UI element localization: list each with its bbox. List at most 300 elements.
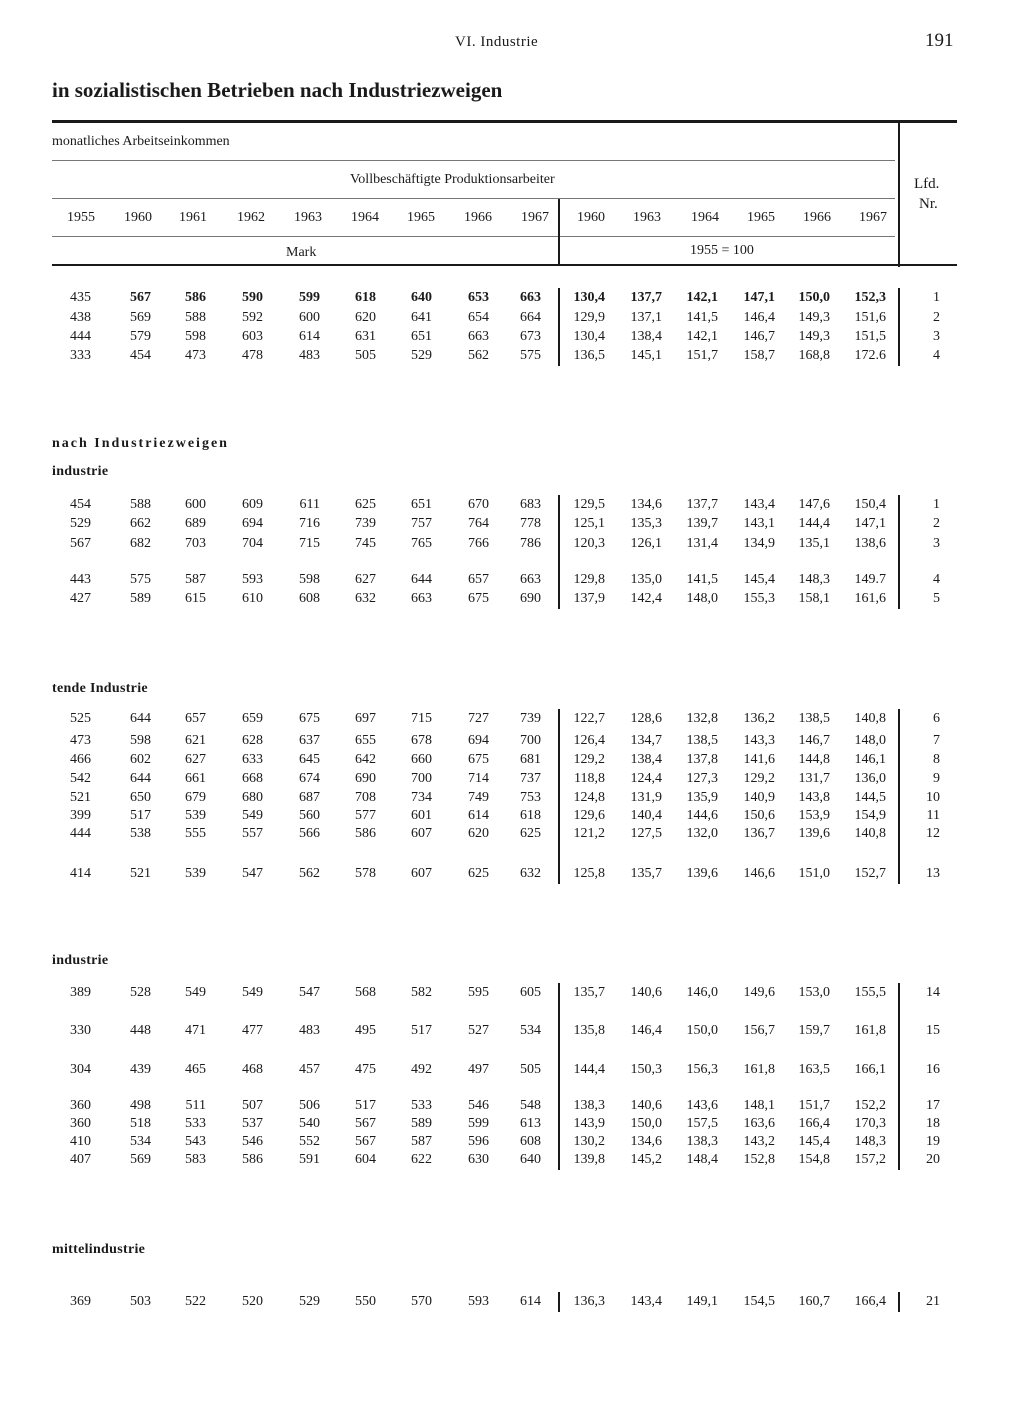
- sub-label: Vollbeschäftigte Produktionsarbeiter: [350, 172, 555, 187]
- table-cell: 140,4: [630, 808, 662, 823]
- table-cell: 660: [411, 752, 432, 767]
- table-cell: 147,1: [743, 290, 775, 305]
- table-cell: 618: [520, 808, 541, 823]
- table-cell: 641: [411, 310, 432, 325]
- mark-index-divider: [558, 199, 560, 264]
- table-cell: 146,4: [630, 1023, 662, 1038]
- table-cell: 407: [70, 1152, 91, 1167]
- table-cell: 645: [299, 752, 320, 767]
- table-cell: 637: [299, 733, 320, 748]
- table-cell: 657: [468, 572, 489, 587]
- table-cell: 150,3: [630, 1062, 662, 1077]
- row-number: 17: [926, 1098, 940, 1113]
- table-cell: 560: [299, 808, 320, 823]
- table-cell: 157,2: [854, 1152, 886, 1167]
- table-cell: 475: [355, 1062, 376, 1077]
- table-cell: 596: [468, 1134, 489, 1149]
- table-cell: 154,5: [743, 1294, 775, 1309]
- table-cell: 129,2: [573, 752, 605, 767]
- table-cell: 333: [70, 348, 91, 363]
- table-cell: 130,4: [573, 329, 605, 344]
- table-cell: 539: [185, 808, 206, 823]
- table-cell: 540: [299, 1116, 320, 1131]
- table-cell: 589: [411, 1116, 432, 1131]
- table-cell: 159,7: [798, 1023, 830, 1038]
- lfd-label: Lfd.: [914, 176, 940, 192]
- table-cell: 681: [520, 752, 541, 767]
- row-number: 12: [926, 826, 940, 841]
- table-cell: 602: [130, 752, 151, 767]
- table-cell: 140,8: [854, 826, 886, 841]
- table-cell: 466: [70, 752, 91, 767]
- table-cell: 477: [242, 1023, 263, 1038]
- table-cell: 471: [185, 1023, 206, 1038]
- table-cell: 439: [130, 1062, 151, 1077]
- table-cell: 668: [242, 771, 263, 786]
- table-cell: 670: [468, 497, 489, 512]
- table-cell: 739: [355, 516, 376, 531]
- year-header: 1960: [124, 210, 152, 225]
- table-cell: 663: [468, 329, 489, 344]
- table-cell: 611: [299, 497, 320, 512]
- table-cell: 144,4: [573, 1062, 605, 1077]
- table-cell: 697: [355, 711, 376, 726]
- table-cell: 360: [70, 1098, 91, 1113]
- table-cell: 149,3: [798, 310, 830, 325]
- table-cell: 149,3: [798, 329, 830, 344]
- table-cell: 555: [185, 826, 206, 841]
- table-cell: 608: [299, 591, 320, 606]
- table-cell: 766: [468, 536, 489, 551]
- year-header: 1962: [237, 210, 265, 225]
- table-cell: 137,7: [686, 497, 718, 512]
- table-cell: 601: [411, 808, 432, 823]
- table-cell: 136,7: [743, 826, 775, 841]
- table-cell: 764: [468, 516, 489, 531]
- table-cell: 163,5: [798, 1062, 830, 1077]
- table-cell: 745: [355, 536, 376, 551]
- table-cell: 640: [411, 290, 432, 305]
- table-cell: 739: [520, 711, 541, 726]
- table-cell: 141,5: [686, 572, 718, 587]
- table-cell: 690: [520, 591, 541, 606]
- table-cell: 369: [70, 1294, 91, 1309]
- table-cell: 603: [242, 329, 263, 344]
- table-cell: 579: [130, 329, 151, 344]
- table-cell: 642: [355, 752, 376, 767]
- table-cell: 546: [242, 1134, 263, 1149]
- table-cell: 582: [411, 985, 432, 1000]
- table-cell: 674: [299, 771, 320, 786]
- table-cell: 609: [242, 497, 263, 512]
- table-cell: 644: [130, 711, 151, 726]
- table-cell: 708: [355, 790, 376, 805]
- table-cell: 170,3: [854, 1116, 886, 1131]
- table-cell: 131,4: [686, 536, 718, 551]
- table-cell: 146,7: [743, 329, 775, 344]
- table-cell: 632: [355, 591, 376, 606]
- table-cell: 507: [242, 1098, 263, 1113]
- table-cell: 650: [130, 790, 151, 805]
- table-cell: 542: [70, 771, 91, 786]
- table-cell: 593: [468, 1294, 489, 1309]
- table-cell: 129,8: [573, 572, 605, 587]
- table-cell: 135,3: [630, 516, 662, 531]
- section-heading: nach Industriezweigen: [52, 436, 229, 451]
- mark-index-separator: [558, 1292, 560, 1312]
- table-cell: 663: [411, 591, 432, 606]
- table-cell: 575: [520, 348, 541, 363]
- table-cell: 146,4: [743, 310, 775, 325]
- table-cell: 651: [411, 329, 432, 344]
- table-cell: 700: [520, 733, 541, 748]
- table-cell: 443: [70, 572, 91, 587]
- table-cell: 631: [355, 329, 376, 344]
- table-cell: 136,3: [573, 1294, 605, 1309]
- table-cell: 143,4: [743, 497, 775, 512]
- table-cell: 552: [299, 1134, 320, 1149]
- table-cell: 483: [299, 1023, 320, 1038]
- table-cell: 145,1: [630, 348, 662, 363]
- table-cell: 689: [185, 516, 206, 531]
- table-cell: 615: [185, 591, 206, 606]
- table-cell: 715: [299, 536, 320, 551]
- table-cell: 147,6: [798, 497, 830, 512]
- table-cell: 137,1: [630, 310, 662, 325]
- running-head: VI. Industrie: [455, 34, 539, 50]
- table-cell: 151,0: [798, 866, 830, 881]
- table-cell: 131,9: [630, 790, 662, 805]
- table-cell: 118,8: [574, 771, 605, 786]
- row-number: 15: [926, 1023, 940, 1038]
- table-cell: 152,8: [743, 1152, 775, 1167]
- row-number: 19: [926, 1134, 940, 1149]
- table-cell: 600: [299, 310, 320, 325]
- table-cell: 150,0: [798, 290, 830, 305]
- table-cell: 146,0: [686, 985, 718, 1000]
- table-cell: 562: [299, 866, 320, 881]
- years-top-rule: [52, 198, 895, 199]
- table-cell: 149,6: [743, 985, 775, 1000]
- table-cell: 135,1: [798, 536, 830, 551]
- table-cell: 129,6: [573, 808, 605, 823]
- table-cell: 644: [130, 771, 151, 786]
- table-cell: 140,9: [743, 790, 775, 805]
- table-cell: 163,6: [743, 1116, 775, 1131]
- table-cell: 586: [355, 826, 376, 841]
- table-cell: 786: [520, 536, 541, 551]
- table-cell: 547: [299, 985, 320, 1000]
- table-cell: 150,0: [630, 1116, 662, 1131]
- table-cell: 704: [242, 536, 263, 551]
- row-number: 18: [926, 1116, 940, 1131]
- table-cell: 473: [185, 348, 206, 363]
- table-cell: 586: [242, 1152, 263, 1167]
- table-cell: 548: [520, 1098, 541, 1113]
- table-cell: 630: [468, 1152, 489, 1167]
- table-cell: 142,4: [630, 591, 662, 606]
- table-cell: 138,4: [630, 752, 662, 767]
- row-number: 10: [926, 790, 940, 805]
- table-cell: 360: [70, 1116, 91, 1131]
- lfd-separator: [898, 288, 900, 366]
- table-cell: 517: [130, 808, 151, 823]
- lfd-separator: [898, 495, 900, 609]
- table-cell: 151,6: [854, 310, 886, 325]
- table-cell: 427: [70, 591, 91, 606]
- table-cell: 140,6: [630, 1098, 662, 1113]
- table-cell: 150,0: [686, 1023, 718, 1038]
- table-cell: 151,7: [798, 1098, 830, 1113]
- table-cell: 389: [70, 985, 91, 1000]
- table-cell: 690: [355, 771, 376, 786]
- table-cell: 137,8: [686, 752, 718, 767]
- table-cell: 588: [130, 497, 151, 512]
- row-number: 1: [933, 290, 940, 305]
- year-header: 1963: [633, 210, 661, 225]
- row-number: 7: [933, 733, 940, 748]
- table-cell: 492: [411, 1062, 432, 1077]
- table-cell: 521: [70, 790, 91, 805]
- section-subheading: industrie: [52, 953, 109, 968]
- table-cell: 161,8: [743, 1062, 775, 1077]
- table-cell: 139,8: [573, 1152, 605, 1167]
- table-cell: 120,3: [573, 536, 605, 551]
- table-cell: 651: [411, 497, 432, 512]
- table-cell: 410: [70, 1134, 91, 1149]
- row-number: 9: [933, 771, 940, 786]
- section-subheading: mittelindustrie: [52, 1242, 146, 1257]
- table-cell: 444: [70, 329, 91, 344]
- table-cell: 143,3: [743, 733, 775, 748]
- table-cell: 549: [185, 985, 206, 1000]
- table-cell: 126,4: [573, 733, 605, 748]
- table-cell: 595: [468, 985, 489, 1000]
- table-cell: 131,7: [798, 771, 830, 786]
- year-header: 1965: [407, 210, 435, 225]
- table-cell: 664: [520, 310, 541, 325]
- year-header: 1955: [67, 210, 95, 225]
- table-cell: 662: [130, 516, 151, 531]
- row-number: 8: [933, 752, 940, 767]
- table-cell: 140,8: [854, 711, 886, 726]
- table-cell: 151,5: [854, 329, 886, 344]
- table-cell: 134,9: [743, 536, 775, 551]
- year-header: 1964: [351, 210, 379, 225]
- section-subheading: tende Industrie: [52, 681, 148, 696]
- table-cell: 640: [520, 1152, 541, 1167]
- table-cell: 135,7: [630, 866, 662, 881]
- lfd-separator: [898, 1292, 900, 1312]
- table-cell: 567: [70, 536, 91, 551]
- table-cell: 137,9: [573, 591, 605, 606]
- mark-index-separator: [558, 495, 560, 609]
- table-cell: 152,3: [854, 290, 886, 305]
- table-cell: 414: [70, 866, 91, 881]
- table-cell: 498: [130, 1098, 151, 1113]
- row-number: 13: [926, 866, 940, 881]
- table-cell: 134,6: [630, 497, 662, 512]
- table-cell: 679: [185, 790, 206, 805]
- table-cell: 546: [468, 1098, 489, 1113]
- table-cell: 142,1: [686, 329, 718, 344]
- table-cell: 468: [242, 1062, 263, 1077]
- table-cell: 137,7: [630, 290, 662, 305]
- table-cell: 503: [130, 1294, 151, 1309]
- header-top-rule: [52, 120, 957, 123]
- table-cell: 130,2: [573, 1134, 605, 1149]
- table-cell: 680: [242, 790, 263, 805]
- year-header: 1966: [464, 210, 492, 225]
- table-cell: 778: [520, 516, 541, 531]
- row-number: 11: [926, 808, 940, 823]
- table-cell: 142,1: [686, 290, 718, 305]
- table-cell: 150,6: [743, 808, 775, 823]
- table-cell: 547: [242, 866, 263, 881]
- table-cell: 150,4: [854, 497, 886, 512]
- table-cell: 140,6: [630, 985, 662, 1000]
- table-cell: 703: [185, 536, 206, 551]
- lfd-separator: [898, 709, 900, 884]
- table-cell: 454: [130, 348, 151, 363]
- year-header: 1967: [521, 210, 549, 225]
- table-cell: 152,2: [854, 1098, 886, 1113]
- table-cell: 134,6: [630, 1134, 662, 1149]
- table-cell: 124,8: [573, 790, 605, 805]
- table-cell: 146,6: [743, 866, 775, 881]
- table-cell: 148,0: [686, 591, 718, 606]
- table-cell: 591: [299, 1152, 320, 1167]
- lfd-separator: [898, 983, 900, 1170]
- table-cell: 682: [130, 536, 151, 551]
- table-cell: 146,7: [798, 733, 830, 748]
- table-cell: 600: [185, 497, 206, 512]
- table-cell: 632: [520, 866, 541, 881]
- table-cell: 130,4: [573, 290, 605, 305]
- table-cell: 143,8: [798, 790, 830, 805]
- table-cell: 139,6: [798, 826, 830, 841]
- table-cell: 653: [468, 290, 489, 305]
- table-cell: 122,7: [573, 711, 605, 726]
- table-cell: 143,4: [630, 1294, 662, 1309]
- table-cell: 153,9: [798, 808, 830, 823]
- table-cell: 589: [130, 591, 151, 606]
- table-cell: 608: [520, 1134, 541, 1149]
- table-cell: 569: [130, 1152, 151, 1167]
- table-cell: 614: [299, 329, 320, 344]
- table-cell: 161,6: [854, 591, 886, 606]
- table-cell: 700: [411, 771, 432, 786]
- table-cell: 562: [468, 348, 489, 363]
- table-cell: 528: [130, 985, 151, 1000]
- table-cell: 570: [411, 1294, 432, 1309]
- table-cell: 145,2: [630, 1152, 662, 1167]
- table-cell: 128,6: [630, 711, 662, 726]
- table-cell: 599: [299, 290, 320, 305]
- table-cell: 149.7: [854, 572, 886, 587]
- header-bottom-rule: [52, 264, 957, 266]
- table-cell: 627: [355, 572, 376, 587]
- table-cell: 129,9: [573, 310, 605, 325]
- row-number: 1: [933, 497, 940, 512]
- table-cell: 529: [299, 1294, 320, 1309]
- table-cell: 765: [411, 536, 432, 551]
- table-cell: 126,1: [630, 536, 662, 551]
- table-cell: 607: [411, 866, 432, 881]
- table-cell: 148,3: [798, 572, 830, 587]
- table-cell: 627: [185, 752, 206, 767]
- table-cell: 158,7: [743, 348, 775, 363]
- row-number: 5: [933, 591, 940, 606]
- year-header: 1966: [803, 210, 831, 225]
- table-cell: 694: [242, 516, 263, 531]
- page-number: 191: [925, 30, 954, 51]
- table-cell: 136,5: [573, 348, 605, 363]
- table-cell: 578: [355, 866, 376, 881]
- table-cell: 577: [355, 808, 376, 823]
- table-cell: 661: [185, 771, 206, 786]
- table-cell: 121,2: [573, 826, 605, 841]
- table-cell: 678: [411, 733, 432, 748]
- table-cell: 145,4: [743, 572, 775, 587]
- year-header: 1967: [859, 210, 887, 225]
- table-cell: 644: [411, 572, 432, 587]
- table-cell: 495: [355, 1023, 376, 1038]
- table-cell: 543: [185, 1134, 206, 1149]
- table-cell: 675: [468, 591, 489, 606]
- table-cell: 583: [185, 1152, 206, 1167]
- table-cell: 557: [242, 826, 263, 841]
- table-cell: 135,0: [630, 572, 662, 587]
- table-cell: 144,8: [798, 752, 830, 767]
- table-cell: 537: [242, 1116, 263, 1131]
- table-cell: 157,5: [686, 1116, 718, 1131]
- year-header: 1960: [577, 210, 605, 225]
- table-cell: 147,1: [854, 516, 886, 531]
- table-cell: 148,4: [686, 1152, 718, 1167]
- table-cell: 749: [468, 790, 489, 805]
- table-cell: 587: [185, 572, 206, 587]
- table-cell: 156,3: [686, 1062, 718, 1077]
- table-cell: 628: [242, 733, 263, 748]
- table-cell: 734: [411, 790, 432, 805]
- table-cell: 483: [299, 348, 320, 363]
- table-cell: 604: [355, 1152, 376, 1167]
- table-cell: 143,6: [686, 1098, 718, 1113]
- table-cell: 549: [242, 985, 263, 1000]
- year-header: 1965: [747, 210, 775, 225]
- table-cell: 569: [130, 310, 151, 325]
- table-cell: 138,5: [798, 711, 830, 726]
- table-cell: 527: [468, 1023, 489, 1038]
- table-cell: 155,3: [743, 591, 775, 606]
- group-label-rule: [52, 160, 895, 161]
- table-cell: 136,2: [743, 711, 775, 726]
- table-cell: 716: [299, 516, 320, 531]
- table-cell: 605: [520, 985, 541, 1000]
- table-cell: 550: [355, 1294, 376, 1309]
- table-cell: 124,4: [630, 771, 662, 786]
- table-cell: 143,1: [743, 516, 775, 531]
- mark-index-separator: [558, 288, 560, 366]
- table-cell: 166,1: [854, 1062, 886, 1077]
- table-cell: 590: [242, 290, 263, 305]
- table-cell: 145,4: [798, 1134, 830, 1149]
- table-cell: 435: [70, 290, 91, 305]
- table-cell: 153,0: [798, 985, 830, 1000]
- mark-index-separator: [558, 983, 560, 1170]
- table-cell: 517: [411, 1023, 432, 1038]
